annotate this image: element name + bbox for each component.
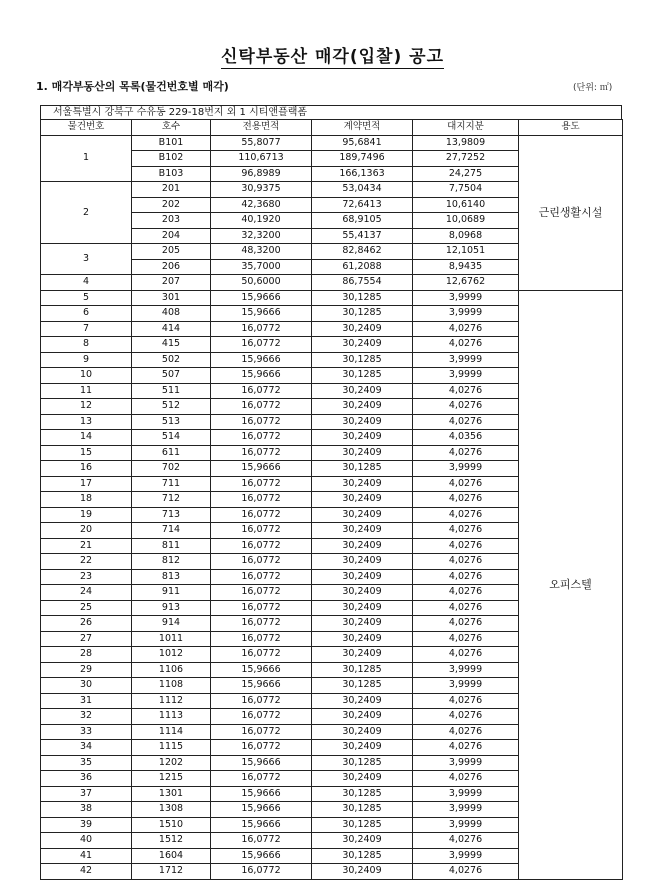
contract-area-cell: 30,2409 [312, 399, 413, 415]
unit-number-cell: 1301 [132, 786, 211, 802]
contract-area-cell: 30,2409 [312, 585, 413, 601]
exclusive-area-cell: 15,9666 [211, 678, 312, 694]
contract-area-cell: 30,1285 [312, 368, 413, 384]
item-number-cell: 41 [41, 848, 132, 864]
item-number-cell: 38 [41, 802, 132, 818]
unit-number-cell: B103 [132, 166, 211, 182]
item-number-cell: 13 [41, 414, 132, 430]
header-exclusive-area: 전용면적 [211, 120, 312, 136]
contract-area-cell: 30,2409 [312, 523, 413, 539]
exclusive-area-cell: 15,9666 [211, 662, 312, 678]
exclusive-area-cell: 16,0772 [211, 864, 312, 880]
item-number-cell: 18 [41, 492, 132, 508]
unit-note: (단위: ㎡) [573, 83, 613, 93]
unit-number-cell: B101 [132, 135, 211, 151]
land-share-cell: 4,0276 [413, 445, 519, 461]
unit-number-cell: 514 [132, 430, 211, 446]
unit-number-cell: 1011 [132, 631, 211, 647]
contract-area-cell: 86,7554 [312, 275, 413, 291]
contract-area-cell: 30,2409 [312, 321, 413, 337]
contract-area-cell: 30,2409 [312, 476, 413, 492]
item-number-cell: 10 [41, 368, 132, 384]
land-share-cell: 4,0276 [413, 724, 519, 740]
unit-number-cell: 711 [132, 476, 211, 492]
land-share-cell: 3,9999 [413, 817, 519, 833]
exclusive-area-cell: 15,9666 [211, 817, 312, 833]
land-share-cell: 4,0276 [413, 833, 519, 849]
exclusive-area-cell: 16,0772 [211, 399, 312, 415]
land-share-cell: 27,7252 [413, 151, 519, 167]
page-title: 신탁부동산 매각(입찰) 공고 [220, 47, 445, 67]
item-number-cell: 25 [41, 600, 132, 616]
item-number-cell: 19 [41, 507, 132, 523]
item-number-cell: 34 [41, 740, 132, 756]
unit-number-cell: 1604 [132, 848, 211, 864]
unit-number-cell: 513 [132, 414, 211, 430]
item-number-cell: 17 [41, 476, 132, 492]
item-number-cell: 6 [41, 306, 132, 322]
exclusive-area-cell: 16,0772 [211, 709, 312, 725]
exclusive-area-cell: 16,0772 [211, 476, 312, 492]
item-number-cell: 2 [41, 182, 132, 244]
land-share-cell: 3,9999 [413, 802, 519, 818]
unit-number-cell: 202 [132, 197, 211, 213]
table-row [41, 290, 623, 306]
unit-number-cell: 713 [132, 507, 211, 523]
land-share-cell: 24,275 [413, 166, 519, 182]
unit-number-cell: 203 [132, 213, 211, 229]
item-number-cell: 28 [41, 647, 132, 663]
item-number-cell: 1 [41, 135, 132, 182]
unit-number-cell: B102 [132, 151, 211, 167]
contract-area-cell: 30,1285 [312, 306, 413, 322]
item-number-cell: 20 [41, 523, 132, 539]
exclusive-area-cell: 16,0772 [211, 740, 312, 756]
contract-area-cell: 30,2409 [312, 771, 413, 787]
contract-area-cell: 30,1285 [312, 461, 413, 477]
item-number-cell: 40 [41, 833, 132, 849]
exclusive-area-cell: 32,3200 [211, 228, 312, 244]
land-share-cell: 4,0276 [413, 399, 519, 415]
land-share-cell: 3,9999 [413, 352, 519, 368]
contract-area-cell: 30,2409 [312, 631, 413, 647]
contract-area-cell: 30,2409 [312, 492, 413, 508]
land-share-cell: 4,0276 [413, 492, 519, 508]
exclusive-area-cell: 16,0772 [211, 554, 312, 570]
unit-number-cell: 1308 [132, 802, 211, 818]
item-number-cell: 37 [41, 786, 132, 802]
item-number-cell: 39 [41, 817, 132, 833]
contract-area-cell: 30,2409 [312, 383, 413, 399]
unit-number-cell: 502 [132, 352, 211, 368]
unit-number-cell: 1012 [132, 647, 211, 663]
item-number-cell: 21 [41, 538, 132, 554]
item-number-cell: 8 [41, 337, 132, 353]
contract-area-cell: 30,2409 [312, 693, 413, 709]
header-item-no: 물건번호 [41, 120, 132, 136]
land-share-cell: 3,9999 [413, 848, 519, 864]
contract-area-cell: 30,1285 [312, 755, 413, 771]
contract-area-cell: 55,4137 [312, 228, 413, 244]
exclusive-area-cell: 16,0772 [211, 383, 312, 399]
exclusive-area-cell: 110,6713 [211, 151, 312, 167]
land-share-cell: 4,0276 [413, 569, 519, 585]
exclusive-area-cell: 42,3680 [211, 197, 312, 213]
land-share-cell: 8,9435 [413, 259, 519, 275]
land-share-cell: 3,9999 [413, 290, 519, 306]
unit-number-cell: 512 [132, 399, 211, 415]
land-share-cell: 4,0276 [413, 616, 519, 632]
table-row [41, 135, 623, 151]
item-number-cell: 36 [41, 771, 132, 787]
exclusive-area-cell: 50,6000 [211, 275, 312, 291]
unit-number-cell: 714 [132, 523, 211, 539]
exclusive-area-cell: 35,7000 [211, 259, 312, 275]
contract-area-cell: 30,1285 [312, 352, 413, 368]
unit-number-cell: 1712 [132, 864, 211, 880]
exclusive-area-cell: 96,8989 [211, 166, 312, 182]
exclusive-area-cell: 16,0772 [211, 569, 312, 585]
header-usage: 용도 [519, 120, 623, 136]
land-share-cell: 4,0276 [413, 337, 519, 353]
item-number-cell: 33 [41, 724, 132, 740]
land-share-cell: 4,0276 [413, 321, 519, 337]
header-unit-no: 호수 [132, 120, 211, 136]
exclusive-area-cell: 16,0772 [211, 492, 312, 508]
unit-number-cell: 913 [132, 600, 211, 616]
unit-number-cell: 206 [132, 259, 211, 275]
land-share-cell: 4,0276 [413, 507, 519, 523]
exclusive-area-cell: 15,9666 [211, 802, 312, 818]
land-share-cell: 3,9999 [413, 662, 519, 678]
land-share-cell: 10,0689 [413, 213, 519, 229]
table-header-row [41, 120, 623, 136]
land-share-cell: 10,6140 [413, 197, 519, 213]
unit-number-cell: 1113 [132, 709, 211, 725]
land-share-cell: 4,0276 [413, 864, 519, 880]
land-share-cell: 3,9999 [413, 368, 519, 384]
item-number-cell: 23 [41, 569, 132, 585]
unit-number-cell: 1108 [132, 678, 211, 694]
table-body [41, 135, 623, 879]
unit-number-cell: 914 [132, 616, 211, 632]
contract-area-cell: 30,1285 [312, 848, 413, 864]
exclusive-area-cell: 15,9666 [211, 755, 312, 771]
contract-area-cell: 30,2409 [312, 864, 413, 880]
item-number-cell: 7 [41, 321, 132, 337]
unit-number-cell: 414 [132, 321, 211, 337]
exclusive-area-cell: 48,3200 [211, 244, 312, 260]
usage-cell: 오피스텔 [519, 290, 623, 879]
unit-number-cell: 1202 [132, 755, 211, 771]
item-number-cell: 5 [41, 290, 132, 306]
property-address: 서울특별시 강북구 수유동 229-18번지 외 1 시티앤플랙폼 [40, 105, 622, 119]
contract-area-cell: 61,2088 [312, 259, 413, 275]
unit-number-cell: 712 [132, 492, 211, 508]
item-number-cell: 4 [41, 275, 132, 291]
item-number-cell: 27 [41, 631, 132, 647]
land-share-cell: 13,9809 [413, 135, 519, 151]
usage-cell: 근린생활시설 [519, 135, 623, 290]
land-share-cell: 4,0276 [413, 523, 519, 539]
contract-area-cell: 30,2409 [312, 430, 413, 446]
item-number-cell: 30 [41, 678, 132, 694]
unit-number-cell: 611 [132, 445, 211, 461]
item-number-cell: 3 [41, 244, 132, 275]
contract-area-cell: 30,2409 [312, 833, 413, 849]
unit-number-cell: 201 [132, 182, 211, 198]
item-number-cell: 16 [41, 461, 132, 477]
contract-area-cell: 30,1285 [312, 290, 413, 306]
exclusive-area-cell: 16,0772 [211, 631, 312, 647]
land-share-cell: 3,9999 [413, 786, 519, 802]
land-share-cell: 12,6762 [413, 275, 519, 291]
item-number-cell: 24 [41, 585, 132, 601]
land-share-cell: 3,9999 [413, 678, 519, 694]
item-number-cell: 29 [41, 662, 132, 678]
land-share-cell: 4,0276 [413, 693, 519, 709]
exclusive-area-cell: 16,0772 [211, 693, 312, 709]
unit-number-cell: 1114 [132, 724, 211, 740]
contract-area-cell: 30,1285 [312, 802, 413, 818]
unit-number-cell: 415 [132, 337, 211, 353]
exclusive-area-cell: 15,9666 [211, 306, 312, 322]
contract-area-cell: 82,8462 [312, 244, 413, 260]
unit-number-cell: 813 [132, 569, 211, 585]
exclusive-area-cell: 15,9666 [211, 290, 312, 306]
exclusive-area-cell: 15,9666 [211, 461, 312, 477]
contract-area-cell: 30,2409 [312, 600, 413, 616]
unit-number-cell: 702 [132, 461, 211, 477]
land-share-cell: 4,0276 [413, 740, 519, 756]
header-contract-area: 계약면적 [312, 120, 413, 136]
unit-number-cell: 205 [132, 244, 211, 260]
unit-number-cell: 911 [132, 585, 211, 601]
exclusive-area-cell: 16,0772 [211, 600, 312, 616]
unit-number-cell: 204 [132, 228, 211, 244]
exclusive-area-cell: 16,0772 [211, 647, 312, 663]
item-number-cell: 14 [41, 430, 132, 446]
exclusive-area-cell: 16,0772 [211, 833, 312, 849]
contract-area-cell: 53,0434 [312, 182, 413, 198]
item-number-cell: 35 [41, 755, 132, 771]
exclusive-area-cell: 16,0772 [211, 430, 312, 446]
contract-area-cell: 189,7496 [312, 151, 413, 167]
property-list-table [40, 119, 623, 880]
contract-area-cell: 30,1285 [312, 678, 413, 694]
contract-area-cell: 30,2409 [312, 740, 413, 756]
contract-area-cell: 30,1285 [312, 662, 413, 678]
land-share-cell: 4,0276 [413, 476, 519, 492]
contract-area-cell: 30,2409 [312, 569, 413, 585]
item-number-cell: 22 [41, 554, 132, 570]
land-share-cell: 4,0276 [413, 631, 519, 647]
contract-area-cell: 95,6841 [312, 135, 413, 151]
exclusive-area-cell: 16,0772 [211, 337, 312, 353]
contract-area-cell: 30,2409 [312, 647, 413, 663]
item-number-cell: 11 [41, 383, 132, 399]
contract-area-cell: 30,2409 [312, 507, 413, 523]
land-share-cell: 7,7504 [413, 182, 519, 198]
exclusive-area-cell: 16,0772 [211, 771, 312, 787]
land-share-cell: 3,9999 [413, 461, 519, 477]
item-number-cell: 26 [41, 616, 132, 632]
header-land-share: 대지지분 [413, 120, 519, 136]
item-number-cell: 12 [41, 399, 132, 415]
item-number-cell: 32 [41, 709, 132, 725]
contract-area-cell: 30,1285 [312, 817, 413, 833]
exclusive-area-cell: 16,0772 [211, 724, 312, 740]
land-share-cell: 4,0276 [413, 771, 519, 787]
land-share-cell: 4,0276 [413, 600, 519, 616]
exclusive-area-cell: 16,0772 [211, 585, 312, 601]
unit-number-cell: 511 [132, 383, 211, 399]
exclusive-area-cell: 15,9666 [211, 786, 312, 802]
exclusive-area-cell: 40,1920 [211, 213, 312, 229]
contract-area-cell: 166,1363 [312, 166, 413, 182]
exclusive-area-cell: 16,0772 [211, 414, 312, 430]
item-number-cell: 9 [41, 352, 132, 368]
contract-area-cell: 72,6413 [312, 197, 413, 213]
unit-number-cell: 1215 [132, 771, 211, 787]
exclusive-area-cell: 30,9375 [211, 182, 312, 198]
unit-number-cell: 507 [132, 368, 211, 384]
contract-area-cell: 30,2409 [312, 616, 413, 632]
exclusive-area-cell: 16,0772 [211, 507, 312, 523]
unit-number-cell: 1510 [132, 817, 211, 833]
contract-area-cell: 30,2409 [312, 414, 413, 430]
land-share-cell: 3,9999 [413, 755, 519, 771]
land-share-cell: 4,0276 [413, 709, 519, 725]
land-share-cell: 3,9999 [413, 306, 519, 322]
contract-area-cell: 30,2409 [312, 724, 413, 740]
land-share-cell: 12,1051 [413, 244, 519, 260]
land-share-cell: 4,0356 [413, 430, 519, 446]
exclusive-area-cell: 15,9666 [211, 352, 312, 368]
exclusive-area-cell: 16,0772 [211, 523, 312, 539]
exclusive-area-cell: 16,0772 [211, 321, 312, 337]
land-share-cell: 4,0276 [413, 554, 519, 570]
contract-area-cell: 30,2409 [312, 337, 413, 353]
unit-number-cell: 207 [132, 275, 211, 291]
unit-number-cell: 1112 [132, 693, 211, 709]
land-share-cell: 4,0276 [413, 585, 519, 601]
unit-number-cell: 1512 [132, 833, 211, 849]
item-number-cell: 42 [41, 864, 132, 880]
unit-number-cell: 811 [132, 538, 211, 554]
unit-number-cell: 301 [132, 290, 211, 306]
unit-number-cell: 1106 [132, 662, 211, 678]
land-share-cell: 4,0276 [413, 383, 519, 399]
land-share-cell: 8,0968 [413, 228, 519, 244]
exclusive-area-cell: 15,9666 [211, 368, 312, 384]
exclusive-area-cell: 16,0772 [211, 445, 312, 461]
exclusive-area-cell: 16,0772 [211, 538, 312, 554]
exclusive-area-cell: 16,0772 [211, 616, 312, 632]
item-number-cell: 31 [41, 693, 132, 709]
land-share-cell: 4,0276 [413, 414, 519, 430]
unit-number-cell: 1115 [132, 740, 211, 756]
section-heading: 1. 매각부동산의 목록(물건번호별 매각) [36, 80, 229, 93]
land-share-cell: 4,0276 [413, 647, 519, 663]
contract-area-cell: 30,2409 [312, 445, 413, 461]
item-number-cell: 15 [41, 445, 132, 461]
unit-number-cell: 812 [132, 554, 211, 570]
exclusive-area-cell: 55,8077 [211, 135, 312, 151]
contract-area-cell: 30,2409 [312, 709, 413, 725]
unit-number-cell: 408 [132, 306, 211, 322]
land-share-cell: 4,0276 [413, 538, 519, 554]
contract-area-cell: 30,1285 [312, 786, 413, 802]
exclusive-area-cell: 15,9666 [211, 848, 312, 864]
contract-area-cell: 30,2409 [312, 554, 413, 570]
contract-area-cell: 30,2409 [312, 538, 413, 554]
contract-area-cell: 68,9105 [312, 213, 413, 229]
